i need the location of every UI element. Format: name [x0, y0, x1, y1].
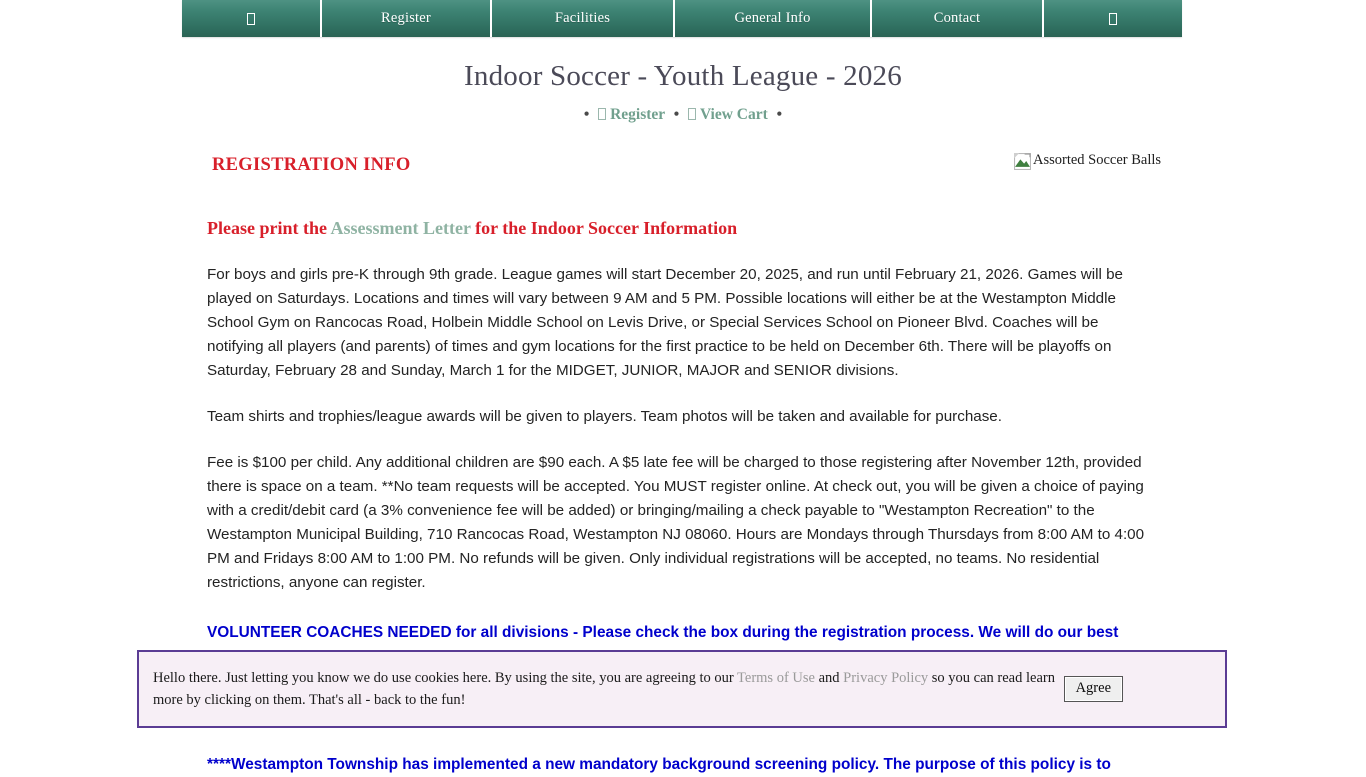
nav-item-contact[interactable] — [872, 0, 1044, 37]
nav-item-facilities-label: Facilities — [554, 10, 611, 26]
paragraph-league-details: For boys and girls pre-K through 9th grade. League games will start December 20, 2025, and run until February 21, 2026. Games will be played on Saturdays. Locations and times will vary between 9 AM and 5 PM. Possible locations will either be at the Westampton Middle School Gym on Rancocas Road, Holbein Middle School on Levis Drive, or Special Services School on Pioneer Blvd. Coaches will be notifying all players (and parents) of times and gym locations for the first practice to be held on December 6th. There will be playoffs on Saturday, February 28 and Sunday, March 1 for the MIDGET, JUNIOR, MAJOR and SENIOR divisions. — [207, 266, 1123, 379]
nav-item-register[interactable] — [322, 0, 492, 37]
nav-item-home[interactable] — [182, 0, 322, 37]
bullet-separator-left: • — [583, 106, 590, 123]
cookie-consent-text — [149, 667, 1064, 711]
cookie-consent-banner — [137, 650, 1227, 728]
print-line-suffix: for the Indoor Soccer Information — [470, 218, 738, 238]
paragraph-fees-payment: Fee is $100 per child. Any additional children are $90 each. A $5 late fee will be charged to those registering after November 12th, provided there is space on a team. **No team requests will be accepted. You MUST register online. At check out, you will be given a choice of paying with a credit/debit card (a 3% convenience fee will be added) or bringing/mailing a check payable to "Westampton Recreation" to the Westampton Municipal Building, 710 Rancocas Road, Westampton NJ 08060. Hours are Mondays through Thursdays from 8:00 AM to 4:00 PM and Fridays 8:00 AM to 1:00 PM. No refunds will be given. Only individual registrations will be accepted, no teams. No residential restrictions, anyone can register. — [207, 454, 1145, 591]
nav-item-general-info-label: General Info — [734, 10, 811, 26]
quick-links-bar — [0, 106, 1366, 124]
terms-of-use-link[interactable]: Terms of Use — [737, 670, 815, 686]
register-link[interactable] — [598, 106, 665, 123]
nav-item-general-info[interactable] — [675, 0, 872, 37]
bullet-separator-right: • — [776, 106, 783, 123]
assessment-letter-link[interactable]: Assessment Letter — [330, 218, 471, 238]
paragraph-shirts-trophies: Team shirts and trophies/league awards will be given to players. Team photos will be taken and available for purchase. — [207, 408, 1002, 425]
page-title: Indoor Soccer - Youth League - 2026 — [464, 60, 902, 92]
nav-item-facilities[interactable] — [492, 0, 675, 37]
background-screening-notice: ****Westampton Township has implemented a new mandatory background screening policy. The purpose of this policy is to — [207, 756, 1111, 773]
view-cart-link-label: View Cart — [699, 106, 768, 123]
registration-info-heading: REGISTRATION INFO — [212, 155, 411, 175]
tofu-glyph-icon — [598, 108, 606, 120]
cookie-text-part2: so you can read learn more by clicking on them. That's all - back to the fun! — [153, 670, 1055, 708]
primary-navigation — [182, 0, 1182, 37]
agree-button[interactable]: Agree — [1064, 676, 1123, 702]
tofu-glyph-icon — [1109, 13, 1117, 25]
bullet-separator-middle: • — [673, 106, 680, 123]
cookie-text-part1: Hello there. Just letting you know we do use cookies here. By using the site, you are agreeing to our — [153, 670, 738, 686]
tofu-glyph-icon — [688, 108, 696, 120]
privacy-policy-link[interactable]: Privacy Policy — [843, 670, 929, 686]
nav-item-search[interactable] — [1044, 0, 1182, 37]
nav-item-register-label: Register — [381, 10, 431, 26]
register-link-label: Register — [610, 106, 665, 123]
print-line-prefix: Please print the — [207, 218, 331, 238]
soccer-balls-image-alt-text: Assorted Soccer Balls — [1033, 152, 1162, 168]
main-content — [207, 140, 1162, 645]
nav-item-contact-label: Contact — [933, 10, 981, 26]
cookie-text-and: and — [814, 670, 844, 686]
volunteer-coaches-notice: VOLUNTEER COACHES NEEDED for all divisions - Please check the box during the registration process. We will do our best — [207, 624, 1119, 641]
assessment-letter-line — [207, 218, 1159, 239]
view-cart-link[interactable] — [688, 106, 768, 123]
tofu-glyph-icon — [247, 13, 255, 25]
